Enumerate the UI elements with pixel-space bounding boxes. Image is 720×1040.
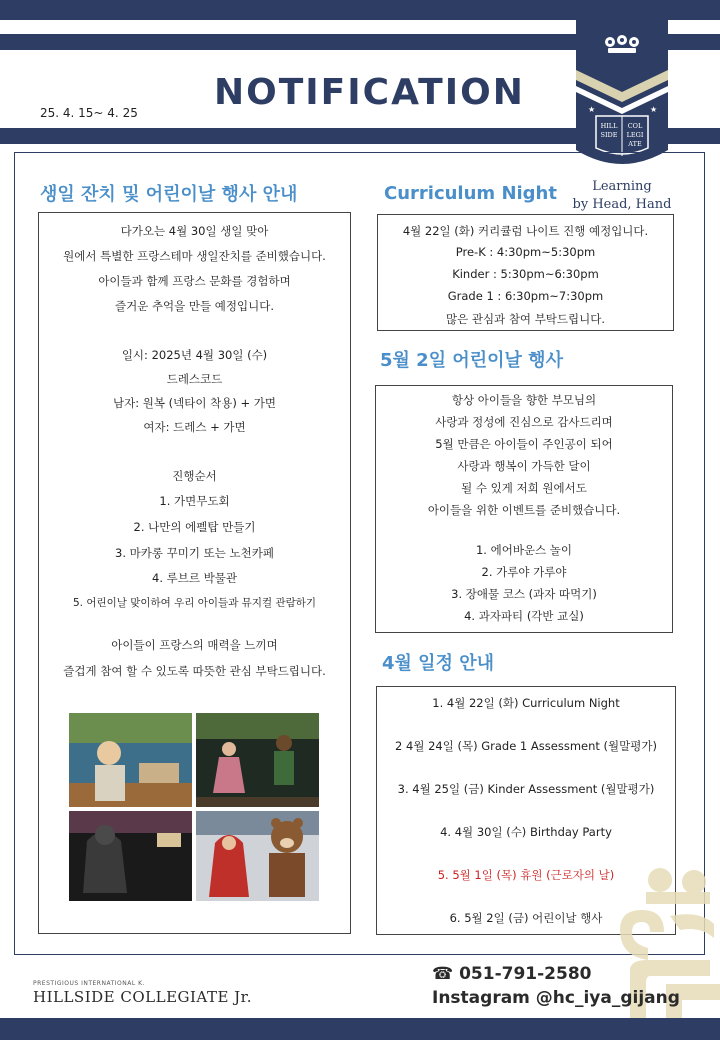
crest-text-5: ATE — [628, 140, 642, 148]
program-item: 1. 가면무도회 — [159, 494, 230, 508]
dress-code-girls: 여자: 드레스 + 가면 — [143, 420, 246, 434]
childrens-day-line: 아이들을 위한 이벤트를 준비했습니다. — [427, 503, 621, 517]
date-range: 25. 4. 15~ 4. 25 — [40, 106, 138, 120]
program-item: 2. 나만의 에펠탑 만들기 — [133, 520, 256, 534]
contact-phone: ☎ 051-791-2580 — [432, 964, 592, 984]
slogan-line-1: Learning — [592, 179, 652, 194]
childrens-day-line: 사랑과 정성에 진심으로 감사드리며 — [435, 415, 613, 429]
crest-text-3: COL — [627, 122, 643, 130]
birthday-date: 일시: 2025년 4월 30일 (수) — [121, 348, 268, 362]
schedule-item: 3. 4월 25일 (금) Kinder Assessment (월말평가) — [397, 782, 655, 796]
curriculum-line: 4월 22일 (화) 커리큘럼 나이트 진행 예정입니다. — [402, 224, 649, 238]
curriculum-section-title: Curriculum Night — [384, 183, 557, 204]
curriculum-line: 많은 관심과 참여 부탁드립니다. — [445, 312, 606, 326]
childrens-day-item: 1. 에어바운스 놀이 — [475, 543, 573, 557]
curriculum-notice-box — [377, 214, 674, 331]
brand-tagline: PRESTIGIOUS INTERNATIONAL K. — [33, 980, 145, 987]
birthday-closing-line: 즐겁게 참여 할 수 있도록 따뜻한 관심 부탁드립니다. — [63, 664, 326, 678]
program-title: 진행순서 — [172, 469, 217, 483]
dress-code-boys: 남자: 원복 (넥타이 착용) + 가면 — [113, 396, 276, 410]
program-item: 5. 어린이날 맞이하여 우리 아이들과 뮤지컬 관람하기 — [72, 597, 317, 609]
program-item: 3. 마카롱 꾸미기 또는 노천카페 — [115, 546, 274, 560]
birthday-intro-line: 아이들과 함께 프랑스 문화를 경험하며 — [98, 274, 291, 288]
slogan-line-2: by Head, Hand — [572, 197, 672, 212]
schedule-item: 2 4월 24일 (목) Grade 1 Assessment (월말평가) — [395, 739, 657, 753]
childrens-day-item: 4. 과자파티 (각반 교실) — [464, 609, 584, 623]
childrens-day-notice-box — [375, 385, 673, 633]
childrens-day-line: 사랑과 행복이 가득한 달이 — [457, 459, 591, 473]
birthday-closing-line: 아이들이 프랑스의 매력을 느끼며 — [111, 638, 278, 652]
birthday-section-title: 생일 잔치 및 어린이날 행사 안내 — [40, 184, 298, 205]
crest-text-2: SIDE — [600, 131, 618, 139]
curriculum-kinder: Kinder : 5:30pm~6:30pm — [452, 267, 599, 281]
birthday-intro-line: 원에서 특별한 프랑스테마 생일잔치를 준비했습니다. — [63, 249, 326, 263]
schedule-item: 4. 4월 30일 (수) Birthday Party — [440, 825, 612, 839]
childrens-day-line: 될 수 있게 저희 원에서도 — [461, 481, 587, 495]
footer-stripe — [0, 1018, 720, 1040]
curriculum-grade1: Grade 1 : 6:30pm~7:30pm — [447, 289, 604, 303]
schedule-item: 1. 4월 22일 (화) Curriculum Night — [432, 696, 620, 710]
brand-name: HILLSIDE COLLEGIATE Jr. — [33, 988, 252, 1006]
childrens-day-item: 3. 장애물 코스 (과자 따먹기) — [451, 587, 597, 601]
svg-text:★: ★ — [588, 105, 596, 114]
schedule-item: 6. 5월 2일 (금) 어린이날 행사 — [449, 911, 603, 925]
dress-code-label: 드레스코드 — [166, 372, 223, 386]
musical-photo-collage — [69, 713, 319, 901]
childrens-day-line: 5월 만큼은 아이들이 주인공이 되어 — [435, 437, 613, 451]
crest-text-4: LEGI — [626, 131, 644, 139]
crest-text-1: HILL — [600, 122, 618, 130]
birthday-intro-line: 즐거운 추억을 만들 예정입니다. — [114, 299, 275, 313]
page-title: NOTIFICATION — [214, 72, 525, 113]
svg-text:★: ★ — [650, 105, 658, 114]
childrens-day-item: 2. 가루야 가루야 — [481, 565, 567, 579]
program-item: 4. 루브르 박물관 — [152, 571, 237, 585]
childrens-day-line: 항상 아이들을 향한 부모님의 — [451, 393, 597, 407]
childrens-day-section-title: 5월 2일 어린이날 행사 — [380, 350, 563, 371]
header-stripe-top — [0, 0, 720, 20]
schedule-item-holiday: 5. 5월 1일 (목) 휴원 (근로자의 날) — [437, 868, 615, 882]
april-schedule-section-title: 4월 일정 안내 — [382, 653, 494, 674]
contact-instagram: Instagram @hc_iya_gijang — [432, 988, 680, 1008]
birthday-intro-line: 다가오는 4월 30일 생일 맞아 — [120, 224, 269, 238]
curriculum-prek: Pre-K : 4:30pm~5:30pm — [455, 245, 596, 259]
